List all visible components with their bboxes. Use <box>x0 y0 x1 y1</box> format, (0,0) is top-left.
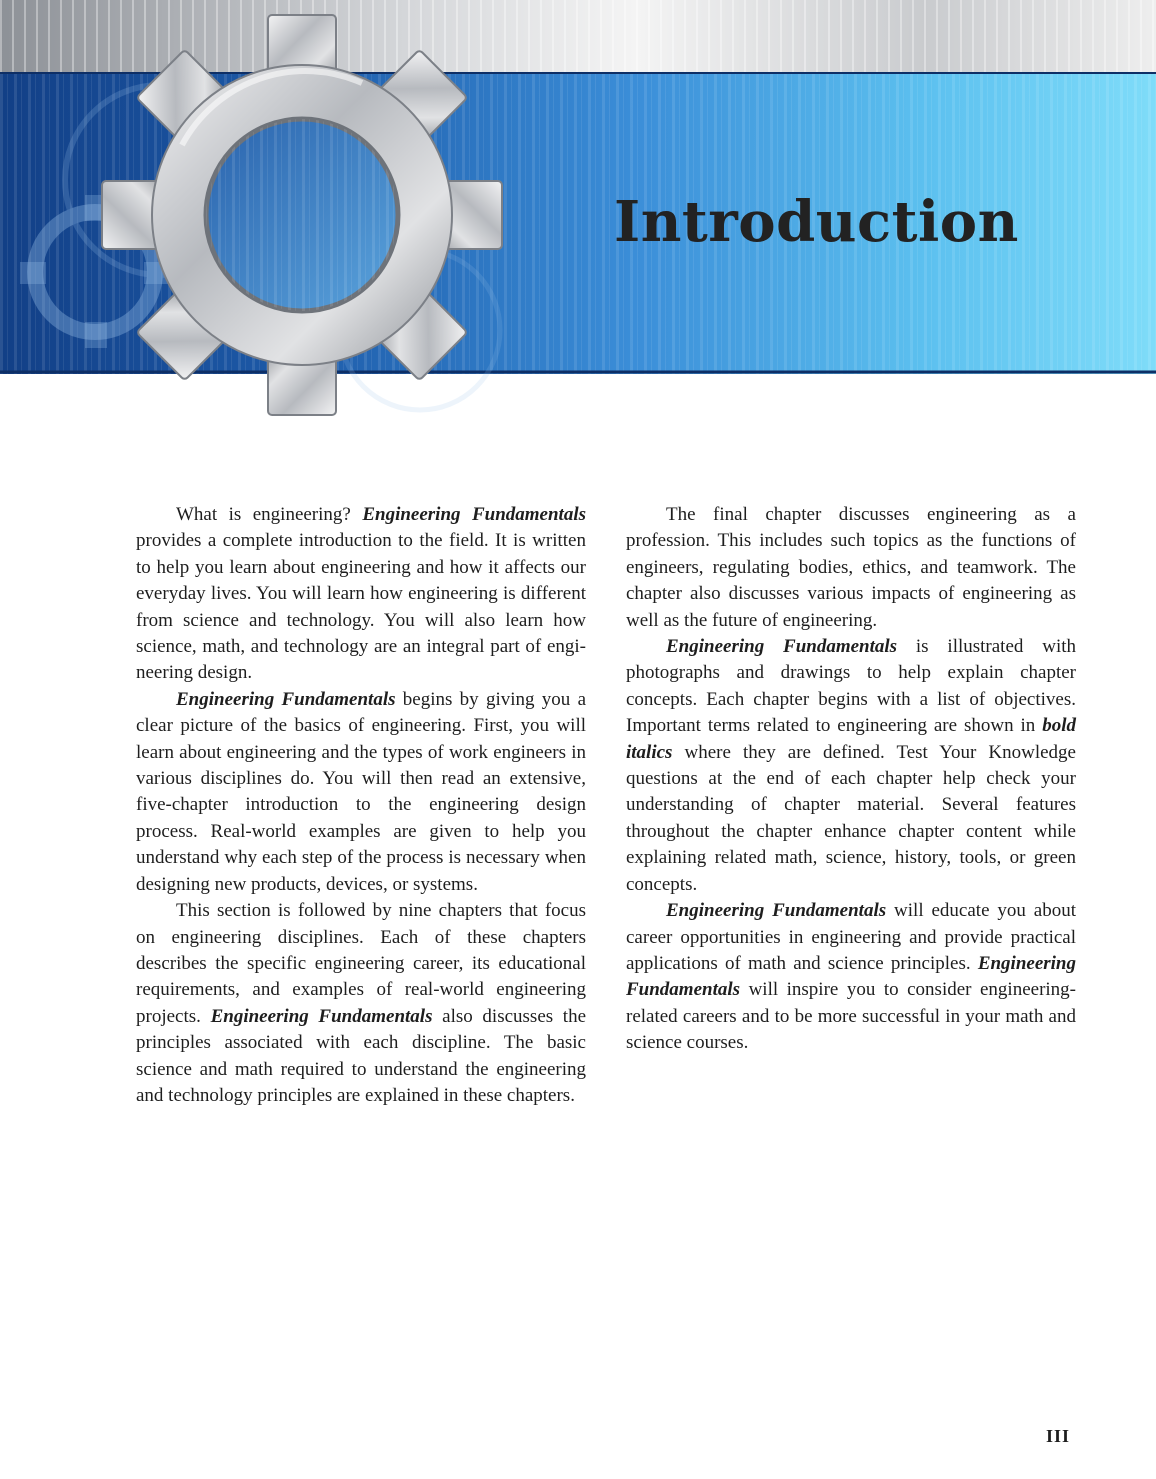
paragraph <box>136 898 586 1109</box>
page-number: III <box>1046 1426 1071 1446</box>
bold-italics-term: bold italics <box>626 715 1076 763</box>
book-title: Engineering Fundamentals <box>210 1005 433 1027</box>
book-title: Engineering Fundamentals <box>176 688 396 710</box>
book-title: Engineering Fundamentals <box>666 900 887 922</box>
paragraph <box>626 634 1076 898</box>
paragraph-text: also discusses the principles associated with each discipline. The basic science and math required to understand the engineering and technology principles are explained in these chapters. <box>136 1005 587 1106</box>
paragraph <box>626 502 1076 634</box>
gear-icon <box>102 15 502 415</box>
paragraph-lead: What is engineering? <box>176 504 351 525</box>
paragraph-text: will educate you about career opportunities in engineering and provide practical applications of math and science principles. <box>626 900 1077 974</box>
paragraph-text: will inspire you to consider engineering-related careers and to be more successful in your math and science courses. <box>626 979 1077 1054</box>
paragraph-text: The final chapter discusses engineering as a profession. This includes such topics as the functions of engineers, regulating bodies, ethics, and teamwork. The chapter also discusses various impacts of engineering as well as the future of engineering. <box>626 504 1076 631</box>
header-banner <box>0 0 1156 420</box>
paragraph-text: is illustrated with photographs and drawings to help explain chapter concepts. Each chapter begins with a list of objectives. Important terms related to engineering are shown in <box>626 636 1077 737</box>
book-title: Engineering Fundamentals <box>626 952 1077 1001</box>
paragraph <box>136 687 586 898</box>
paragraph <box>626 898 1076 1056</box>
page-title: Introduction <box>614 189 1019 255</box>
book-title: Engineering Fundamentals <box>666 636 898 658</box>
book-title: Engineering Fundamentals <box>362 504 587 525</box>
paragraph-text: where they are defined. Test Your Knowledge questions at the end of each chapter help check your understanding of chapter material. Several features throughout the chapter enhance chapter content while explaining related math, science, history, tools, or green concepts. <box>626 741 1076 895</box>
left-column <box>136 502 586 1109</box>
paragraph-text: provides a complete introduction to the field. It is written to help you learn about engineering and how it affects our everyday lives. You will learn how engineering is different from science and technology. You will also learn how science, math, and technology are an integral part of engineering design. <box>136 530 586 684</box>
paragraph <box>136 502 586 687</box>
right-column <box>626 502 1076 1057</box>
paragraph-text: begins by giving you a clear picture of the basics of engineering. First, you will learn about engineering and the types of work engineers in various disciplines do. You will then read an extensive, five-chapter introduction to the engineering design process. Real-world examples are given to help you understand why each step of the process is necessary when designing new products, devices, or systems. <box>136 688 586 895</box>
paragraph-text: This section is followed by nine chapters that focus on engineering disciplines. Each of these chapters describes the specific engineering career, its educational requirements, and examples of real-world engineering projects. <box>136 900 586 1027</box>
